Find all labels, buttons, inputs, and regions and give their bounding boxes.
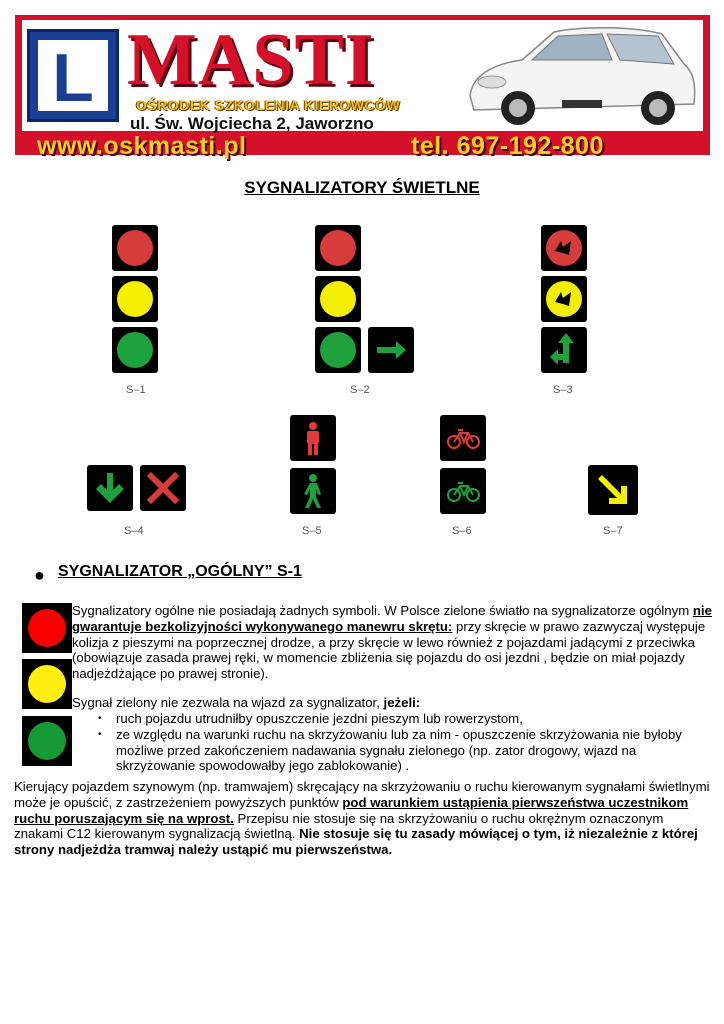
paragraph-tram-rules: Kierujący pojazdem szynowym (np. tramwajem) skręcający na skrzyżowaniu o ruchu kierowanym sygnałami świetlnymi może je opuścić, z zastrzeżeniem powyższych punktów pod warunkiem ustąpienia pierwszeństwa uczestnikom ruchu poruszającym się na wprost. Przepisu nie stosuje się na skrzyżowaniu o ruchu okrężnym oznaczonym znakami C12 kierowanym sygnalizacją świetlną. Nie stosuje się tu zasady mówiącej o tym, iż niezależnie z której strony nadjeżdża tramwaj należy ustąpić mu pierwszeństwa.: [14, 779, 710, 858]
s7-label: S–7: [603, 525, 623, 537]
banner-panel: [22, 20, 703, 131]
s2-yellow-lamp: [315, 276, 361, 322]
s7-yellow-diagonal-arrow-icon: [588, 465, 638, 515]
s6-label: S–6: [452, 525, 472, 537]
side-yellow-lamp: [22, 659, 72, 709]
s6-red-bicycle-icon: [440, 415, 486, 461]
s4-down-arrow-icon: [87, 465, 133, 511]
s3-red-arrow-icon: [541, 225, 587, 271]
conditions-list: [96, 711, 706, 774]
list-item: • ze względu na warunki ruchu na skrzyżowaniu lub za nim - opuszczenie skrzyżowania nie byłoby możliwe przed zakończeniem nadawania sygnału zielonego (np. zator drogowy, wjazd na skrzyżowanie spowodowałby jego zablokowanie) .: [98, 726, 682, 774]
phone-text: tel. 697-192-800: [411, 132, 604, 160]
s1-yellow-lamp: [112, 276, 158, 322]
s5-green-pedestrian-icon: [290, 468, 336, 514]
s2-right-arrow-icon: [368, 327, 414, 373]
website-text: www.oskmasti.pl: [37, 132, 247, 160]
section-bullet: ●: [34, 565, 45, 585]
s4-red-cross-icon: [140, 465, 186, 511]
s3-label: S–3: [553, 384, 573, 396]
brand-address: ul. Św. Wojciecha 2, Jaworzno: [130, 114, 374, 133]
page-title: SYGNALIZATORY ŚWIETLNE: [244, 178, 480, 197]
s6-green-bicycle-icon: [440, 468, 486, 514]
driving-school-l-logo: [27, 29, 119, 122]
paragraph-green-signal: Sygnał zielony nie zezwala na wjazd za sygnalizator, jeżeli:: [72, 695, 421, 710]
list-item: • ruch pojazdu utrudniłby opuszczenie jezdni pieszym lub rowerzystom,: [98, 711, 523, 726]
brand-name: MASTI: [127, 19, 375, 101]
s1-label: S–1: [126, 384, 146, 396]
s2-red-lamp: [315, 225, 361, 271]
s5-label: S–5: [302, 525, 322, 537]
paragraph-general-signals: Sygnalizatory ogólne nie posiadają żadnych symboli. W Polsce zielone światło na sygnalizatorze ogólnym nie gwarantuje bezkolizyjności wykonywanego manewru skrętu: przy skręcie w prawo zazwyczaj występuje kolizja z pieszymi na poprzecznej drodze, a przy skręcie w lewo również z pojazdami jadącymi z przeciwka (obowiązuje zasada prawej ręki, w momencie zbliżenia się pojazdu do osi jezdni , będzie on miał pojazdy nadjeżdżające po prawej stronie).: [72, 603, 712, 682]
section-title: SYGNALIZATOR „OGÓLNY” S-1: [58, 563, 302, 580]
car-image: [462, 24, 698, 128]
header-banner: [15, 15, 710, 160]
s2-green-lamp: [315, 327, 361, 373]
s3-green-arrow-icon: [541, 327, 587, 373]
s1-green-lamp: [112, 327, 158, 373]
s5-red-pedestrian-icon: [290, 415, 336, 461]
s1-red-lamp: [112, 225, 158, 271]
logo-letter: L: [52, 40, 94, 116]
s3-yellow-arrow-icon: [541, 276, 587, 322]
brand-subtitle: OŚRODEK SZKOLENIA KIEROWCÓW: [136, 97, 401, 113]
s4-label: S–4: [124, 525, 144, 537]
s2-label: S–2: [350, 384, 370, 396]
side-red-lamp: [22, 603, 72, 653]
side-green-lamp: [22, 716, 72, 766]
